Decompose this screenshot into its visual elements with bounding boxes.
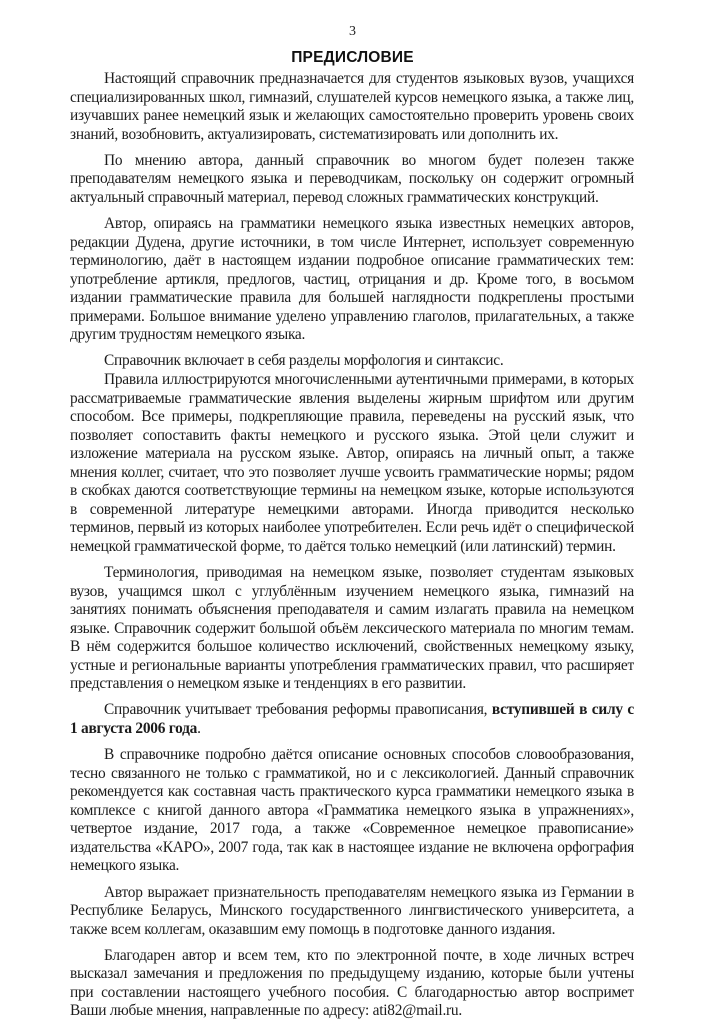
paragraph-spelling-reform: [70, 701, 634, 738]
paragraph-terminology: Терминология, приводимая на немецком языке, позволяет студентам языковых вузов, учащимся школ с углублённым изучением немецкого языка, гимназий на занятиях понимать объяснения преподавателя и самим излагать правила на немецком языке. Справочник содержит большой объём лексического материала по многим темам. В нём содержится большое количество исключений, свойственных немецкому языку, устные и региональные варианты употребления грамматических правил, что расширяет представления о немецком языке и тенденциях в его развитии.: [70, 564, 634, 693]
paragraph-sections: Справочник включает в себя разделы морфология и синтаксис.: [104, 352, 504, 370]
page-number: 3: [349, 24, 356, 39]
page-title: ПРЕДИСЛОВИЕ: [291, 49, 414, 66]
preface-body: [70, 70, 634, 1029]
paragraph-audience: Настоящий справочник предназначается для студентов языковых вузов, учащихся специализированных школ, гимназий, слушателей курсов немецкого языка, а также лиц, изучавших ранее немецкий язык и желающих самостоятельно проверить уровень своих знаний, возобновить, актуализировать, систематизировать или дополнить их.: [70, 70, 634, 143]
spelling-reform-text: Справочник учитывает требования реформы правописания,: [104, 701, 492, 719]
paragraph-teachers: По мнению автора, данный справочник во многом будет полезен также преподавателям немецкого языка и переводчикам, поскольку он содержит огромный актуальный справочный материал, перевод сложных грамматических конструкций.: [70, 151, 634, 206]
spelling-reform-end: .: [197, 720, 201, 738]
spelling-reform-date: вступившей в силу с 1 августа 2006 года: [70, 701, 634, 738]
paragraph-feedback: Благодарен автор и всем тем, кто по электронной почте, в ходе личных встреч высказал замечания и предложения по предыдущему изданию, которые были учтены при составлении настоящего учебного пособия. С благодарностью автор воспримет Ваши любые мнения, направленные по адресу: ati82@mail.ru.: [70, 946, 634, 1020]
paragraph-sources: Автор, опираясь на грамматики немецкого языка известных немецких авторов, редакции Дудена, другие источники, в том числе Интернет, использует современную терминологию, даёт в настоящем издании подробное описание грамматических тем: употребление артикля, предлогов, частиц, отрицания и др. Кроме того, в восьмом издании грамматические правила для большей наглядности подкреплены простыми примерами. Большое внимание уделено управлению глаголов, прилагательных, а также другим трудностям немецкого языка.: [70, 215, 634, 344]
paragraph-examples: Правила иллюстрируются многочисленными аутентичными примерами, в которых рассматриваемые грамматические явления выделены жирным шрифтом или другим способом. Все примеры, подкрепляющие правила, переведены на русский язык, что позволяет сопоставить факты немецкого и русского языка. Этой цели служит и изложение материала на русском языке. Автор, опираясь на личный опыт, а также мнения коллег, считает, что это позволяет лучше усвоить грамматические нормы; рядом в скобках даются соответствующие термины на немецком языке, которые используются в современной литературе немецкими авторами. Иногда приводится несколько терминов, первый из которых наиболее употребителен. Если речь идёт о специфической немецкой грамматической форме, то даётся только немецкий (или латинский) термин.: [70, 370, 634, 555]
paragraph-acknowledgements: Автор выражает признательность преподавателям немецкого языка из Германии в Республике Беларусь, Минского государственного лингвистического университета, а также всем коллегам, оказавшим ему помощь в подготовке данного издания.: [70, 883, 634, 938]
paragraph-word-formation: В справочнике подробно даётся описание основных способов словообразования, тесно связанного не только с грамматикой, но и с лексикологией. Данный справочник рекомендуется как составная часть практического курса грамматики немецкого языка в комплексе с книгой данного автора «Грамматика немецкого языка в упражнениях», четвертое издание, 2017 года, а также «Современное немецкое правописание» издательства «КАРО», 2007 года, так как в настоящее издание не включена орфография немецкого языка.: [70, 746, 634, 875]
